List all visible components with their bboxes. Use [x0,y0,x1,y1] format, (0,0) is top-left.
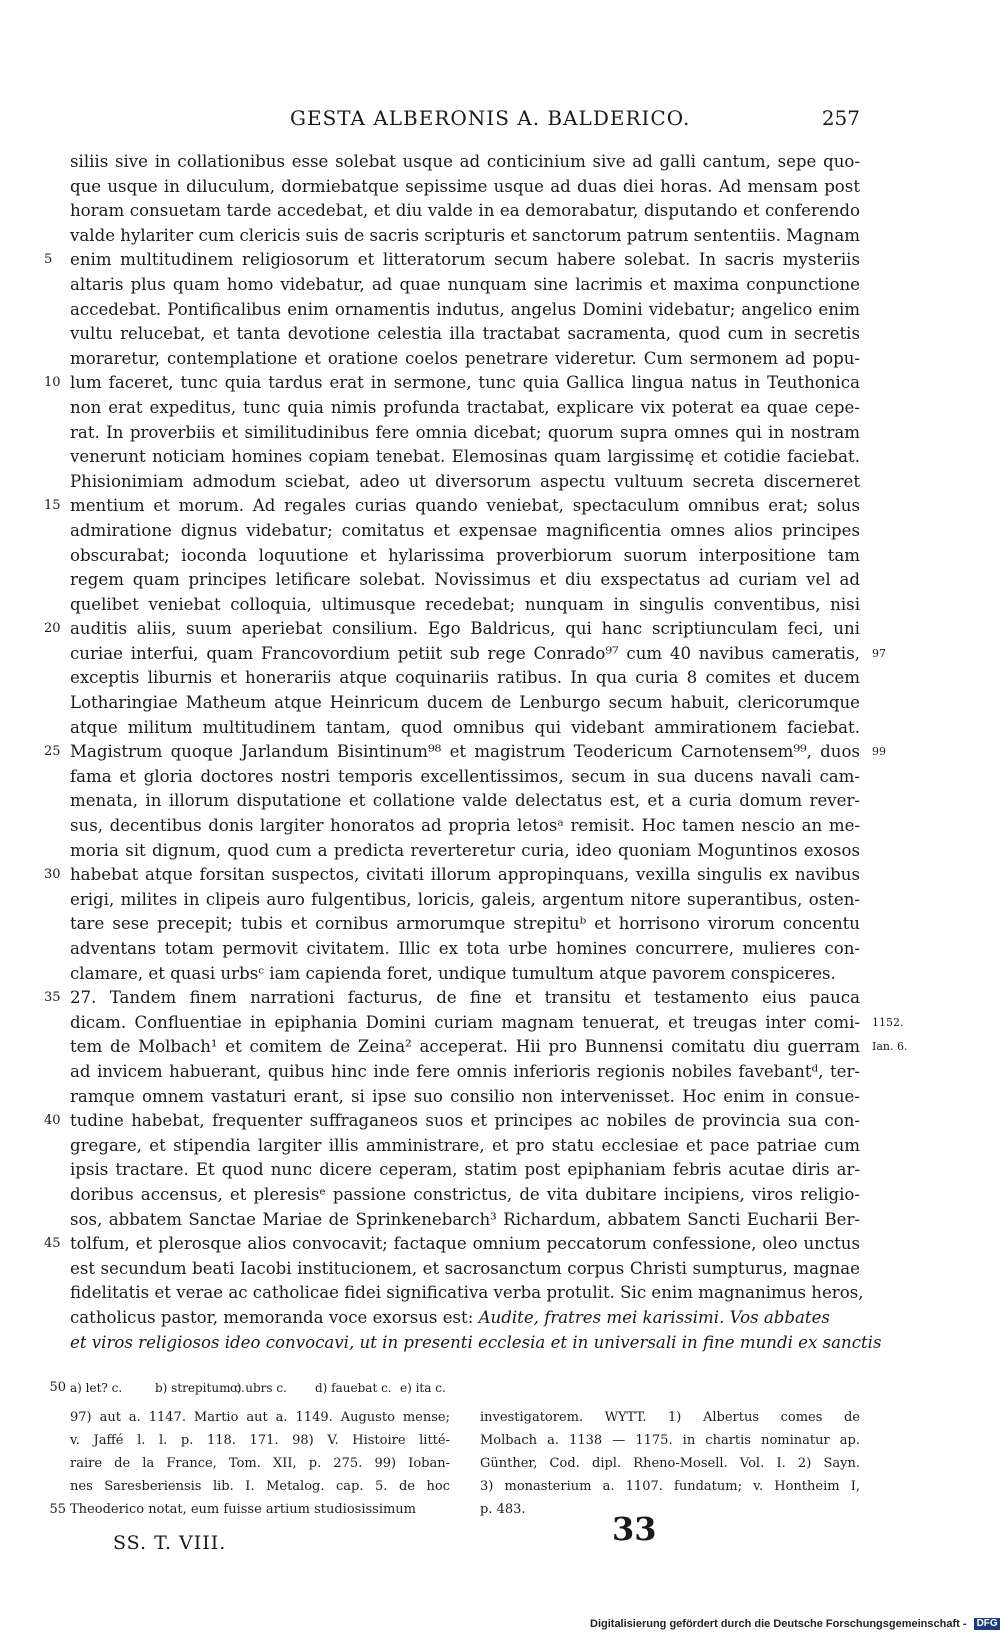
line-text: 27. Tandem finem narrationi facturus, de fine et transitu et testamento eius pauca [70,988,860,1008]
line-number: 55 [49,1502,66,1517]
page-number: 257 [821,106,860,130]
text-line [70,666,860,691]
text-line [70,1257,860,1282]
text-line [70,470,860,495]
text-line [70,544,860,569]
line-number: 40 [44,1113,61,1129]
line-text: rat. In proverbiis et similitudinibus fere omnia dicebat; quorum supra omnes qui in nostram [70,422,860,442]
text-line [70,224,860,249]
text-line [44,740,886,765]
line-number: 25 [44,744,61,760]
footnote-line [480,1452,860,1475]
text-line [70,175,860,200]
sheet-number: 33 [612,1510,657,1548]
line-text: horam consuetam tarde accedebat, et diu valde in ea demorabatur, disputando et conferendo [70,201,860,221]
variant-note: d) fauebat c. [315,1381,392,1395]
credit-text: Digitalisierung gefördert durch die Deutsche Forschungsgemeinschaft - [590,1618,967,1630]
footnote-text: Molbach a. 1138 — 1175. in chartis nominatur ap. [480,1433,860,1448]
line-text: que usque in diluculum, dormiebatque sepissime usque ad duas diei horas. Ad mensam post [70,176,860,196]
line-text: sus, decentibus donis largiter honoratos ad propria letosᵃ remisit. Hoc tamen nescio an me- [70,816,860,836]
text-line [70,1281,864,1306]
line-text: venerunt noticiam homines copiam tenebat. Elemosinas quam largissimę et cotidie faciebat. [70,447,860,467]
line-text: gregare, et stipendia largiter illis amministrare, et pro statu ecclesiae et pace patriae cum [70,1135,860,1155]
footnote-line [70,1475,450,1498]
body-text [44,150,908,1355]
text-line [70,888,860,913]
line-text: ramque omnem vastaturi erant, si ipse suo consilio non intervenisset. Hoc enim in consue- [70,1086,860,1106]
footnote-text: raire de la France, Tom. XII, p. 275. 99) Ioban- [70,1456,450,1471]
text-line [70,765,860,790]
line-text: adventans totam permovit civitatem. Illic ex tota urbe homines concurrere, mulieres con- [70,939,860,958]
line-text: Magistrum quoque Jarlandum Bisintinum⁹⁸ et magistrum Teodericum Carnotensem⁹⁹, duos [70,742,860,762]
footnote-text: p. 483. [480,1502,526,1517]
footnote-text: Günther, Cod. dipl. Rheno-Mosell. Vol. I. 2) Sayn. [480,1456,860,1471]
text-line [70,273,860,298]
text-line [70,396,860,421]
line-text: dicam. Confluentiae in epiphania Domini curiam magnam tenuerat, et treugas inter comi- [70,1012,860,1032]
text-line [70,839,860,864]
footnote-line [70,1429,450,1452]
line-text: siliis sive in collationibus esse solebat usque ad conticinium sive ad galli cantum, sepe quo- [70,152,860,171]
line-text: tare sese precepit; tubis et cornibus armorumque strepituᵇ et horrisono virorum concentu [70,914,860,934]
text-line [44,617,860,642]
footnote-line [70,1406,450,1429]
line-text: admiratione dignus videbatur; comitatus et expensae magnificentia omnes alios principes [70,520,860,540]
line-text: et viros religiosos ideo convocavi, ut in presenti ecclesia et in universali in fine mundi ex sanctis [70,1332,882,1352]
footnote-line [480,1475,860,1498]
text-line [70,421,860,446]
line-text: tolfum, et plerosque alios convocavit; factaque omnium peccatorum confessione, oleo unctus [70,1234,860,1254]
line-text: fama et gloria doctores nostri temporis excellentissimos, secum in sua ducens navali cam- [70,766,860,786]
page-header [290,106,860,136]
line-number: 30 [44,867,61,883]
text-line [70,1085,860,1110]
textual-variants [49,1376,870,1400]
text-line [70,1183,860,1208]
text-line [70,347,860,372]
line-text: Phisionimiam admodum sciebat, adeo ut diversorum aspectu vultuum secreta discerneret [70,471,860,491]
line-text: moria sit dignum, quod cum a predicta reverteretur curia, ideo quoniam Moguntinos exosos [70,840,860,860]
footnote-text: v. Jaffé l. l. p. 118. 171. 98) V. Histoire litté- [70,1433,450,1448]
text-line [70,1331,882,1356]
text-line [70,445,860,470]
line-text: non erat expeditus, tunc quia nimis profunda tractabat, explicare vix poterat ea quae cepe- [70,397,860,417]
text-line [70,1011,904,1036]
line-text: altaris plus quam homo videbatur, ad quae nunquam sine lacrimis et maxima conpunctione [70,274,860,294]
margin-note: 1152. [872,1015,904,1029]
text-line [70,298,860,323]
text-line [44,863,860,888]
text-line [70,1306,860,1331]
line-text: regem quam principes letificare solebat. Novissimus et diu exspectatus ad curiam vel ad [70,570,860,590]
text-line [70,1158,860,1183]
margin-note: 97 [872,646,886,660]
line-text: sos, abbatem Sanctae Mariae de Sprinkenebarch³ Richardum, abbatem Sancti Eucharii Ber- [70,1209,860,1229]
line-text: habebat atque forsitan suspectos, civitati illorum appropinquans, vexilla singulis ex navibus [70,865,860,885]
footnote-text: investigatorem. WYTT. 1) Albertus comes de [480,1410,860,1425]
text-line [70,937,860,962]
line-number: 15 [44,498,61,514]
line-text: menata, in illorum disputatione et collatione valde delectatus est, et a curia domum rever- [70,791,860,811]
line-text: catholicus pastor, memoranda voce exorsus est: Audite, fratres mei karissimi. Vos abbates [70,1307,830,1327]
text-line [70,593,860,618]
footnote-line [70,1452,450,1475]
text-line [44,986,860,1011]
line-text: doribus accensus, et pleresisᵉ passione constrictus, de vita dubitare incipiens, viros religio- [70,1184,860,1204]
line-text: ipsis tractare. Et quod nunc dicere ceperam, statim post epiphaniam febris acutae diris ar- [70,1160,860,1180]
line-text: accedebat. Pontificalibus enim ornamentis indutus, angelus Domini videbatur; angelico enim [70,299,860,319]
footnote-text: Theoderico notat, eum fuisse artium studiosissimum [70,1502,416,1517]
text-line [70,814,860,839]
line-text: quelibet veniebat colloquia, ultimusque recedebat; nunquam in singulis conventibus, nisi [70,594,860,614]
footnote-text: nes Saresberiensis lib. I. Metalog. cap. 5. de hoc [70,1479,450,1494]
running-title: GESTA ALBERONIS A. BALDERICO. [290,106,691,130]
line-text: mentium et morum. Ad regales curias quando veniebat, spectaculum omnibus erat; solus [70,496,860,516]
text-line [70,642,886,667]
line-number: 45 [44,1236,61,1252]
footnote-text: 97) aut a. 1147. Martio aut a. 1149. Augusto mense; [70,1410,450,1425]
line-text: Lotharingiae Matheum atque Heinricum ducem de Lenburgo secum habuit, clericorumque [70,693,860,713]
line-text: ad invicem habuerant, quibus hinc inde fere omnis inferioris regionis nobiles favebantᵈ, ter- [70,1061,860,1081]
text-line [70,1208,860,1233]
footnote-line [480,1498,860,1521]
line-number: 5 [44,252,53,268]
text-line [70,1060,860,1085]
line-text: tem de Molbach¹ et comitem de Zeina² acceperat. Hii pro Bunnensi comitatu diu guerram [70,1037,860,1057]
text-line [70,322,860,347]
text-line [44,371,860,396]
text-line [70,568,860,593]
line-number: 50 [49,1380,66,1395]
text-line [70,691,860,716]
line-number: 35 [44,990,61,1006]
line-text: valde hylariter cum clericis suis de sacris scripturis et sanctorum patrum sententiis. Magnam [70,225,860,245]
text-line [70,199,860,224]
digitization-credit [590,1618,1000,1630]
line-text: est secundum beati Iacobi institucionem, et sacrosanctum corpus Christi sumpturus, magnae [70,1258,860,1278]
text-line [70,150,860,175]
text-line [44,1232,860,1257]
text-line [70,912,860,937]
text-line [44,248,860,273]
line-text: atque militum multitudinem tantam, quod omnibus qui videbant ammirationem faciebat. [70,717,860,737]
text-line [70,789,860,814]
line-text: exceptis liburnis et honerariis atque coquinariis ratibus. In qua curia 8 comites et ducem [70,668,860,688]
line-text: auditis aliis, suum aperiebat consilium. Ego Baldricus, qui hanc scriptiunculam feci, uni [70,619,860,639]
variant-note: e) ita c. [400,1381,446,1395]
line-text: obscurabat; ioconda loquutione et hylarissima proverbiorum suorum interpositione tam [70,545,860,565]
line-text: tudine habebat, frequenter suffraganeos suos et principes ac nobiles de provincia sua con- [70,1111,860,1131]
variant-note: a) let? c. [70,1381,123,1395]
footnote-line [480,1429,860,1452]
footnote-line [49,1498,450,1521]
margin-note: 99 [872,745,886,759]
line-text: erigi, milites in clipeis auro fulgentibus, loricis, galeis, argentum nitore superantibus, osten- [70,889,860,909]
line-text: lum faceret, tunc quia tardus erat in sermone, tunc quia Gallica lingua natus in Teuthonica [70,373,860,393]
signature-mark: SS. T. VIII. [113,1532,227,1554]
line-text: moraretur, contemplatione et oratione coelos penetrare videretur. Cum sermonem ad popu- [70,348,860,368]
footnote-text: 3) monasterium a. 1107. fundatum; v. Hontheim I, [480,1479,860,1494]
line-text: fidelitatis et verae ac catholicae fidei significativa verba protulit. Sic enim magnanimus heros, [70,1283,864,1303]
text-line [70,1134,860,1159]
line-text: curiae interfui, quam Francovordium petiit sub rege Conrado⁹⁷ cum 40 navibus cameratis, [70,643,860,663]
footnote-line [480,1406,860,1429]
text-line [70,962,860,987]
margin-note: Ian. 6. [872,1040,908,1054]
footnotes-right-column [480,1406,860,1521]
text-line [70,1035,908,1060]
line-text: enim multitudinem religiosorum et litteratorum secum habere solebat. In sacris mysteriis [70,250,860,270]
variant-note: c) ubrs c. [230,1381,287,1395]
text-line [44,494,860,519]
line-text: clamare, et quasi urbsᶜ iam capienda foret, undique tumultum atque pavorem conspiceres. [70,963,836,983]
line-text: vultu relucebat, et tanta devotione celestia illa tractabat sacramenta, quod cum in secretis [70,324,860,344]
text-line [70,716,860,741]
line-number: 20 [44,621,61,637]
text-line [70,519,860,544]
text-line [44,1109,860,1134]
variant-note: b) strepitum c. [155,1381,245,1395]
footnotes-left-column [49,1406,450,1521]
line-number: 10 [44,375,61,391]
dfg-logo-icon: DFG [974,1618,1000,1630]
